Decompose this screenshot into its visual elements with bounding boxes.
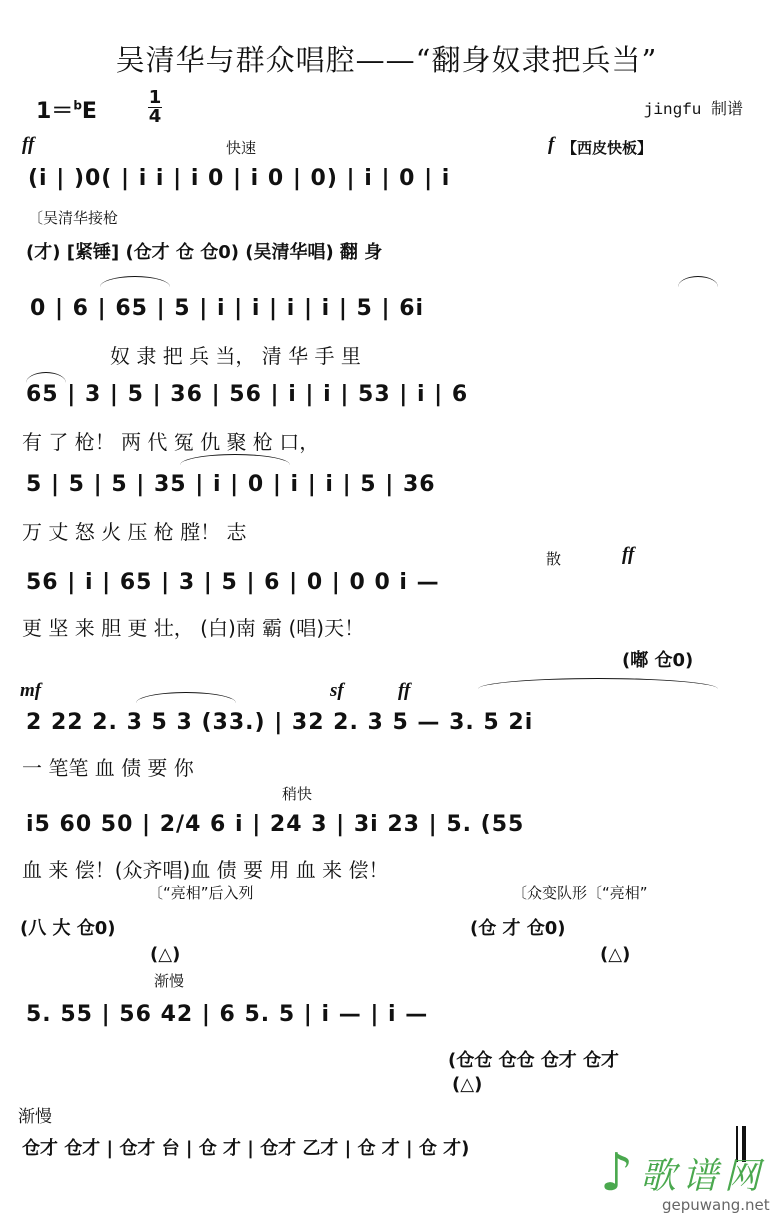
dynamic-ff: ff <box>622 544 635 565</box>
tempo-marking: 稍快 <box>282 785 313 803</box>
meter-denominator: 4 <box>148 106 162 127</box>
percussion-row-2: (才) [紧锤] (仓才 仓 仓0) (吴清华唱) 翻 身 <box>26 242 383 263</box>
triangle-mark: (△) <box>150 944 181 965</box>
percussion-row-9b: (仓 才 仓0) <box>470 918 566 939</box>
tempo-marking: 快速 <box>226 139 257 157</box>
notation-row-5: 5 | 5 | 5 | 35 | i | 0 | i | i | 5 | 36 <box>26 472 436 497</box>
dynamic-ff: ff <box>398 680 411 701</box>
notation-row-6: 56 | i | 65 | 3 | 5 | 6 | 0 | 0 0 i — <box>26 570 440 595</box>
lyrics-row-3: 奴 隶 把 兵 当， 清 华 手 里 <box>110 344 361 368</box>
cue-text: 〔众变队形〔“亮相” <box>512 884 648 902</box>
watermark-name: 歌谱网 <box>640 1156 767 1197</box>
time-signature <box>148 87 162 127</box>
lyrics-row-5: 万 丈 怒 火 压 枪 膛！ 志 <box>22 520 247 544</box>
key-prefix: 1＝ <box>36 99 74 124</box>
notation-row-10: 5. 55 | 56 42 | 6 5. 5 | i — | i — <box>26 1002 429 1027</box>
lyrics-row-7: 一 笔笔 血 债 要 你 <box>22 756 194 780</box>
lyrics-row-8: 血 来 偿！(众齐唱)血 债 要 用 血 来 偿！ <box>22 858 389 882</box>
meter-numerator: 1 <box>148 87 162 108</box>
notation-row-3: 0 | 6 | 65 | 5 | i | i | i | i | 5 | 6i <box>30 296 425 321</box>
music-note-icon: ♪ <box>600 1143 634 1203</box>
credit: jingfu 制谱 <box>643 101 743 119</box>
triangle-mark: (△) <box>600 944 631 965</box>
cue-text: 〔“亮相”后入列 <box>148 884 254 902</box>
cue-text: 〔吴清华接枪 <box>28 209 119 227</box>
watermark-url: gepuwang.net <box>662 1196 770 1214</box>
percussion-row-10: (仓仓 仓仓 仓才 仓才 <box>448 1050 620 1071</box>
dynamic-ff: ff <box>22 134 35 155</box>
percussion-row-11: 仓才 仓才 | 仓才 台 | 仓 才 | 仓才 乙才 | 仓 才 | 仓 才) <box>22 1138 470 1159</box>
tempo-marking: 渐慢 <box>154 972 185 990</box>
notation-row-1: (i | )0( | i i | i 0 | i 0 | 0) | i | 0 | i <box>28 166 451 191</box>
notation-row-4: 65 | 3 | 5 | 36 | 56 | i | i | 53 | i | 6 <box>26 382 469 407</box>
san-marking: 散 <box>546 550 562 568</box>
lyrics-row-6: 更 坚 来 胆 更 壮， (白)南 霸 (唱)天！ <box>22 616 365 640</box>
key-signature <box>36 94 97 125</box>
tempo-marking: 渐慢 <box>18 1107 52 1127</box>
flat-sign: b <box>73 98 82 113</box>
dynamic-sf: sf <box>330 680 344 701</box>
section-marker: 【西皮快板】 <box>562 139 653 157</box>
score-title: 吴清华与群众唱腔——“翻身奴隶把兵当” <box>115 43 658 77</box>
triangle-mark: (△) <box>452 1074 483 1095</box>
dynamic-mf: mf <box>20 680 42 701</box>
key-note: E <box>81 99 97 124</box>
dynamic-f: f <box>548 134 555 155</box>
lyrics-row-4: 有 了 枪！ 两 代 冤 仇 聚 枪 口， <box>22 430 320 454</box>
notation-row-8: i5 60 50 | 2/4 6 i | 24 3 | 3i 23 | 5. (55 <box>26 812 525 837</box>
notation-row-7: 2 22 2. 3 5 3 (33.) | 32 2. 3 5 — 3. 5 2i <box>26 710 534 735</box>
percussion-row-9a: (八 大 仓0) <box>20 918 116 939</box>
percussion-row-6: (嘟 仓0) <box>622 650 694 671</box>
